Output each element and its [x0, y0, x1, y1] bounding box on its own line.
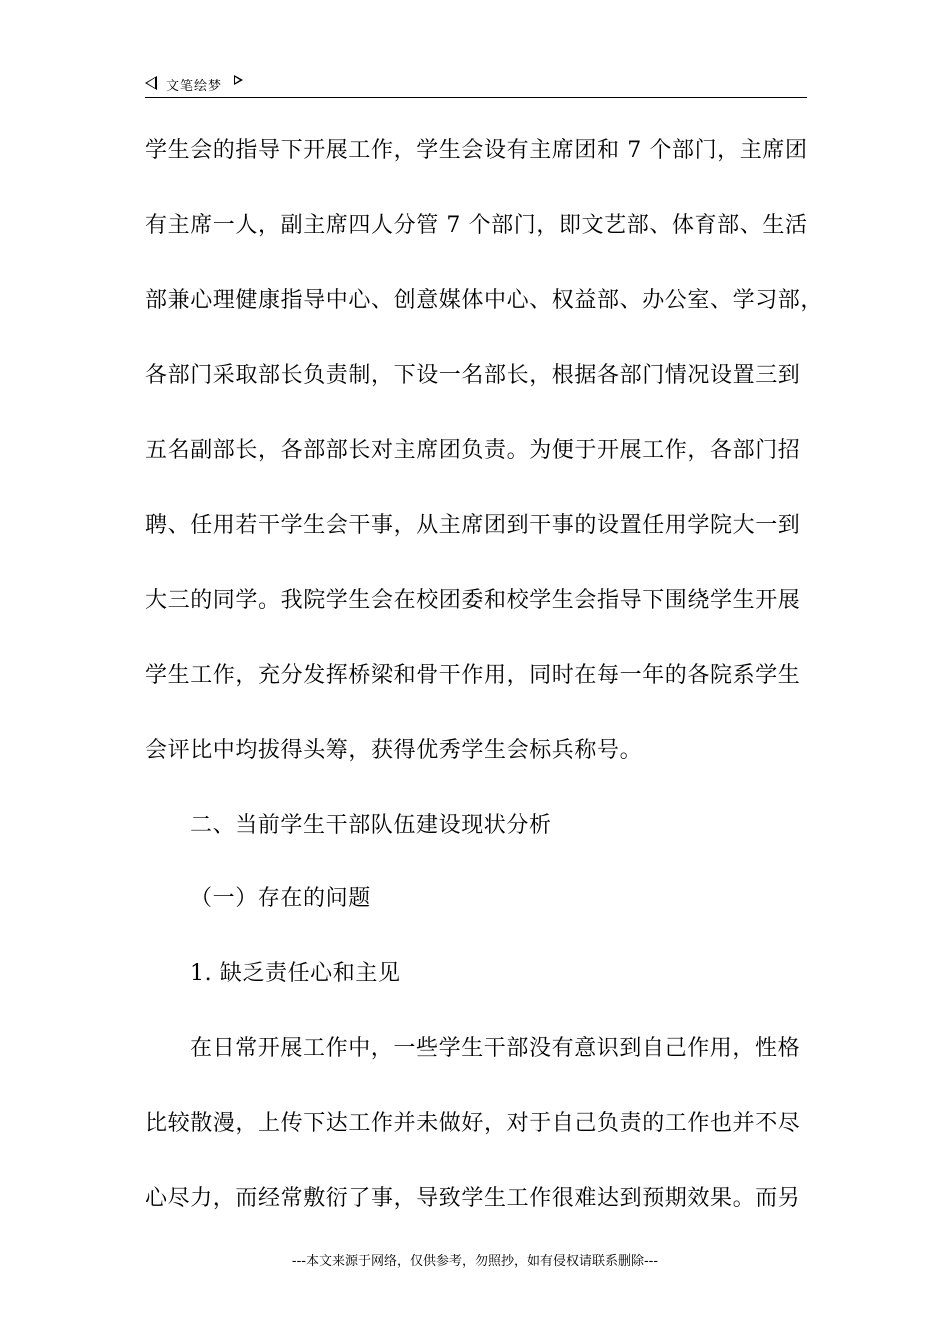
text-line: 大三的同学。我院学生会在校团委和校学生会指导下围绕学生开展	[145, 588, 801, 613]
triangle-left-icon	[145, 76, 157, 90]
text-line: 心尽力，而经常敷衍了事，导致学生工作很难达到预期效果。而另	[145, 1186, 801, 1211]
text-line: 有主席一人，副主席四人分管 7 个部门，即文艺部、体育部、生活	[145, 213, 808, 238]
text-line: 各部门采取部长负责制，下设一名部长，根据各部门情况设置三到	[145, 363, 801, 388]
text-line: 会评比中均拔得头筹，获得优秀学生会标兵称号。	[145, 738, 643, 763]
item-heading: 1. 缺乏责任心和主见	[190, 961, 401, 986]
text-line: 比较散漫，上传下达工作并未做好，对于自己负责的工作也并不尽	[145, 1111, 801, 1136]
text-line: 五名副部长，各部部长对主席团负责。为便于开展工作，各部门招	[145, 438, 801, 463]
header-divider	[145, 97, 807, 98]
triangle-right-icon	[234, 75, 243, 85]
text-line: 学生工作，充分发挥桥梁和骨干作用，同时在每一年的各院系学生	[145, 663, 801, 688]
text-line: 部兼心理健康指导中心、创意媒体中心、权益部、办公室、学习部，	[145, 288, 824, 313]
section-heading: 二、当前学生干部队伍建设现状分析	[190, 813, 552, 838]
text-line: 在日常开展工作中，一些学生干部没有意识到自己作用，性格	[190, 1036, 801, 1061]
subsection-heading: （一）存在的问题	[190, 886, 371, 911]
text-line: 学生会的指导下开展工作，学生会设有主席团和 7 个部门，主席团	[145, 138, 808, 163]
text-line: 聘、任用若干学生会干事，从主席团到干事的设置任用学院大一到	[145, 513, 801, 538]
document-header	[145, 74, 807, 98]
brand-name: 文笔绘梦	[166, 79, 223, 94]
footer-disclaimer: ---本文来源于网络，仅供参考，勿照抄，如有侵权请联系删除---	[291, 1254, 659, 1269]
